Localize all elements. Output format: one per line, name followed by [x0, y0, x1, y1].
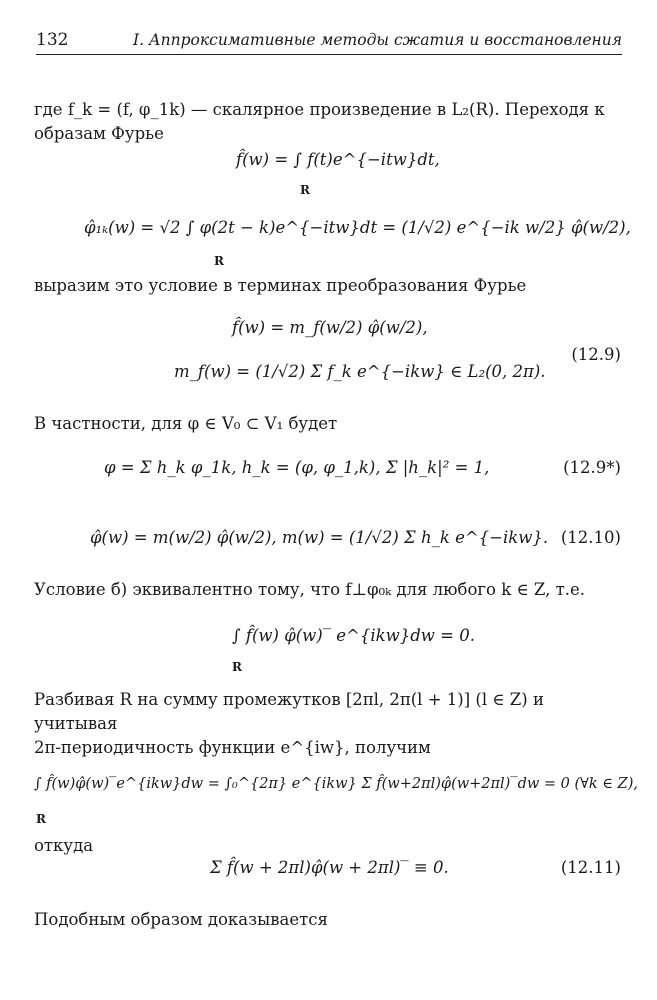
equation-12-10: φ̂(w) = m(w/2) φ̂(w/2), m(w) = (1/√2) Σ h_k e^{−ikw}. — [90, 528, 549, 547]
equation-number-12-10: (12.10) — [560, 528, 621, 547]
equation-12-9-star: φ = Σ h_k φ_1k, h_k = (φ, φ_1,k), Σ |h_k|² = 1, — [104, 458, 490, 477]
paragraph-splitting — [34, 688, 624, 760]
paragraph-fourier-terms: выразим это условие в терминах преобразования Фурье — [34, 276, 527, 295]
paragraph-in-particular: В частности, для φ ∈ V₀ ⊂ V₁ будет — [34, 414, 338, 433]
equation-fourier-f: f̂(w) = ∫ f(t)e^{−itw}dt, — [236, 150, 440, 169]
equation-number-12-9: (12.9) — [571, 345, 621, 364]
equation-number-12-11: (12.11) — [560, 858, 621, 877]
integral-domain-r: R — [232, 660, 242, 674]
equation-orthogonality: ∫ f̂(w) φ̂(w)‾ e^{ikw}dw = 0. — [232, 626, 475, 645]
running-header — [36, 28, 622, 55]
paragraph-intro-line-2: образам Фурье — [34, 124, 164, 143]
paragraph-splitting-line-1: Разбивая R на сумму промежутков [2πl, 2π(l + 1)] (l ∈ Z) и учитывая — [34, 690, 544, 733]
equation-periodic-split: ∫ f̂(w)φ̂(w)‾e^{ikw}dw = ∫₀^{2π} e^{ikw} Σ f̂(w+2πl)φ̂(w+2πl)‾dw = 0 (∀k ∈ Z), — [34, 776, 638, 792]
equation-12-9-line-b: m_f(w) = (1/√2) Σ f_k e^{−ikw} ∈ L₂(0, 2π). — [174, 362, 546, 381]
paragraph-splitting-line-2: 2π-периодичность функции e^{iw}, получим — [34, 738, 431, 757]
integral-domain-r: R — [36, 812, 46, 826]
running-title: I. Аппроксимативные методы сжатия и восстановления — [132, 31, 622, 49]
page-number: 132 — [36, 30, 69, 50]
paragraph-whence: откуда — [34, 836, 94, 855]
paragraph-intro — [34, 98, 624, 146]
equation-fourier-phi: φ̂₁ₖ(w) = √2 ∫ φ(2t − k)e^{−itw}dt = (1/√2) e^{−ik w/2} φ̂(w/2), — [84, 218, 631, 237]
equation-12-11: Σ f̂(w + 2πl)φ̂(w + 2πl)‾ ≡ 0. — [210, 858, 449, 877]
integral-domain-r: R — [214, 254, 224, 268]
paragraph-similarly: Подобным образом доказывается — [34, 910, 328, 929]
integral-domain-r: R — [300, 183, 310, 197]
equation-12-9-line-a: f̂(w) = m_f(w/2) φ̂(w/2), — [232, 318, 428, 337]
equation-number-12-9-star: (12.9*) — [563, 458, 621, 477]
paragraph-condition-b: Условие б) эквивалентно тому, что f⊥φ₀ₖ для любого k ∈ Z, т.е. — [34, 580, 585, 599]
paragraph-intro-line-1: где f_k = (f, φ_1k) — скалярное произведение в L₂(R). Переходя к — [34, 100, 605, 119]
